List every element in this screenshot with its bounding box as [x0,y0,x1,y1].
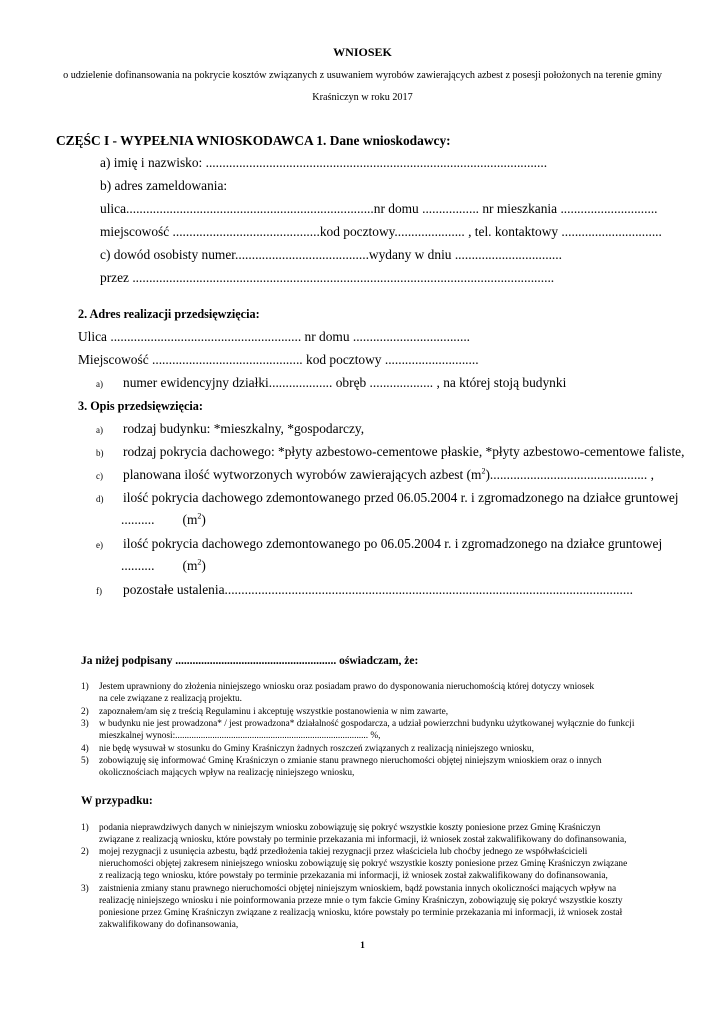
w-przypadku-heading: W przypadku: [81,795,153,807]
part3-item-d-dots: .......... [121,512,155,527]
part1-address-label: b) adres zameldowania: [100,178,228,193]
document-subtitle-line2: Kraśniczyn w roku 2017 [312,92,413,103]
item-number: 3) [81,884,89,894]
item-number: 2) [81,707,89,717]
w-przypadku-item-3 [81,883,623,931]
part1-street-line: ulica..........................................................................nr domu ................. nr mieszkania ............................. [100,201,658,216]
declaration-item-3-line1: w budynku nie jest prowadzona* / jest prowadzona* działalność gospodarcza, a udział powierzchni budynku użytkowanej wyłącznie do funkcji [99,719,635,729]
declaration-item-5-line1: zobowiązuję się informować Gminę Kraśniczyn o zmianie stanu prawnego nieruchomości objętej niniejszym wnioskiem oraz o innych [99,756,602,766]
part3-item-b-text: rodzaj pokrycia dachowego: *płyty azbestowo-cementowe płaskie, *płyty azbestowo-cementowe faliste, [123,444,685,459]
part3-item-d-continuation [121,512,206,528]
item-label: e) [96,540,103,550]
item-number: 4) [81,744,89,754]
w-przypadku-item-1-line2: związane z realizacją wniosku, które powstały po terminie przekazania mi informacji, iż wniosek został zakwalifikowany do dofinansowania, [99,835,627,845]
part2-heading: 2. Adres realizacji przedsięwzięcia: [78,307,260,321]
part2-street-line: Ulica ......................................................... nr domu ................................... [78,329,471,344]
declaration-item-1-line1: Jestem uprawniony do złożenia niniejszego wniosku oraz posiadam prawo do dysponowania nieruchomością której dotyczy wniosek [99,682,595,692]
w-przypadku-item-1-line1: podania nieprawdziwych danych w niniejszym wniosku zobowiązuję się pokryć wszystkie koszty poniesione przez Gminę Kraśniczyn [99,823,601,833]
part3-item-e-unit: $(m^2)$ [182,557,206,573]
document-subtitle-line1: o udzielenie dofinansowania na pokrycie kosztów związanych z usuwaniem wyrobów zawierających azbest z posesji położonych na terenie gminy [63,70,662,81]
part3-item-f-text: pozostałe ustalenia.......................................................................................................................... [123,582,633,597]
w-przypadku-item-2-line3: z realizacją tego wniosku, które powstały po terminie przekazania mi informacji, iż wniosek został zakwalifikowany do dofinansowania, [99,871,608,881]
part3-item-d-text: ilość pokrycia dachowego zdemontowanego przed 06.05.2004 r. i zgromadzonego na działce gruntowej [123,490,679,505]
part3-item-b [96,444,684,460]
item-label: a) [96,425,103,435]
w-przypadku-item-3-line3: poniesione przez Gminę Kraśniczyn związane z realizacją wniosku, które powstały po terminie przekazania mi informacji, iż wniosek został [99,908,623,918]
part3-item-c-text: planowana ilość wytworzonych wyrobów zawierających azbest $(m^2)$............................................... , [123,466,654,482]
declaration-item-1-line2: na cele związane z realizacją projektu. [99,694,242,704]
declaration-item-2 [81,706,448,718]
part3-heading: 3. Opis przedsięwzięcia: [78,399,203,413]
item-number: 1) [81,823,89,833]
w-przypadku-item-1 [81,822,626,846]
w-przypadku-item-3-line1: zaistnienia zmiany stanu prawnego nieruchomości objętej niniejszym wnioskiem, bądź powstania innych okoliczności mających wpływ na [99,884,617,894]
part3-item-e [96,536,662,552]
page-number: 1 [360,941,365,951]
item-label: b) [96,448,104,458]
part3-item-e-text: ilość pokrycia dachowego zdemontowanego po 06.05.2004 r. i zgromadzonego na działce gruntowej [123,536,663,551]
part3-item-c [96,467,654,483]
part3-item-f [96,582,633,598]
part2-parcel-text: numer ewidencyjny działki................... obręb ................... , na której stoją budynki [123,375,567,390]
part2-parcel-line [96,375,566,391]
item-number: 5) [81,756,89,766]
declaration-item-5-line2: okolicznościach mających wpływ na realizację niniejszego wniosku, [99,768,355,778]
part2-city-line: Miejscowość ............................................. kod pocztowy ............................ [78,352,479,367]
part3-item-a-text: rodzaj budynku: *mieszkalny, *gospodarczy, [123,421,365,436]
part3-item-d-unit: $(m^2)$ [182,511,206,527]
w-przypadku-item-3-line4: zakwalifikowany do dofinansowania, [99,920,239,930]
item-number: 3) [81,719,89,729]
w-przypadku-item-2-line1: mojej rezygnacji z usunięcia azbestu, bądź przedłożenia takiej rezygnacji przez właściciela lub choćby jednego ze współwłaścicieli [99,847,588,857]
part3-item-e-continuation [121,558,206,574]
item-label: c) [96,471,103,481]
declaration-item-1 [81,681,594,705]
item-label: d) [96,494,104,504]
declaration-item-2-line1: zapoznałem/am się z treścią Regulaminu i akceptuję wszystkie postanowienia w nim zawarte, [99,707,449,717]
declaration-item-4-line1: nie będę wysuwał w stosunku do Gminy Kraśniczyn żadnych roszczeń związanych z realizacją niniejszego wniosku, [99,744,534,754]
part3-item-e-dots: .......... [121,558,155,573]
declaration-item-4 [81,743,534,755]
part1-id-line: c) dowód osobisty numer........................................wydany w dniu ................................ [100,247,562,262]
w-przypadku-item-3-line2: realizację niniejszego wniosku i nie poinformowania przeze mnie o tym fakcie Gminy Kraśniczyn, zobowiązuję się pokryć wszystkie koszty [99,896,623,906]
declaration-item-3-line2: mieszkalnej wynosi:................................................................................... %, [99,731,381,741]
w-przypadku-item-2 [81,846,627,882]
part3-item-a [96,421,364,437]
part1-city-line: miejscowość ............................................kod pocztowy..................... , tel. kontaktowy .............................. [100,224,662,239]
item-number: 2) [81,847,89,857]
part3-item-d [96,490,679,506]
declaration-item-3 [81,718,634,742]
part1-heading: CZĘŚC I - WYPEŁNIA WNIOSKODAWCA 1. Dane wnioskodawcy: [56,133,451,148]
part1-name-line: a) imię i nazwisko: ...................................................................................................... [100,155,548,170]
part1-issued-by-line: przez .............................................................................................................................. [100,270,555,285]
w-przypadku-item-2-line2: nieruchomości objętej zakresem niniejszego wniosku zobowiązuję się pokryć wszystkie koszty poniesione przez Gminę Kraśniczyn związane [99,859,628,869]
declaration-heading: Ja niżej podpisany ........................................................ oświadczam, że: [81,655,419,667]
item-number: 1) [81,682,89,692]
declaration-item-5 [81,755,602,779]
item-label: a) [96,379,103,389]
document-title: WNIOSEK [333,45,392,59]
item-label: f) [96,586,102,596]
